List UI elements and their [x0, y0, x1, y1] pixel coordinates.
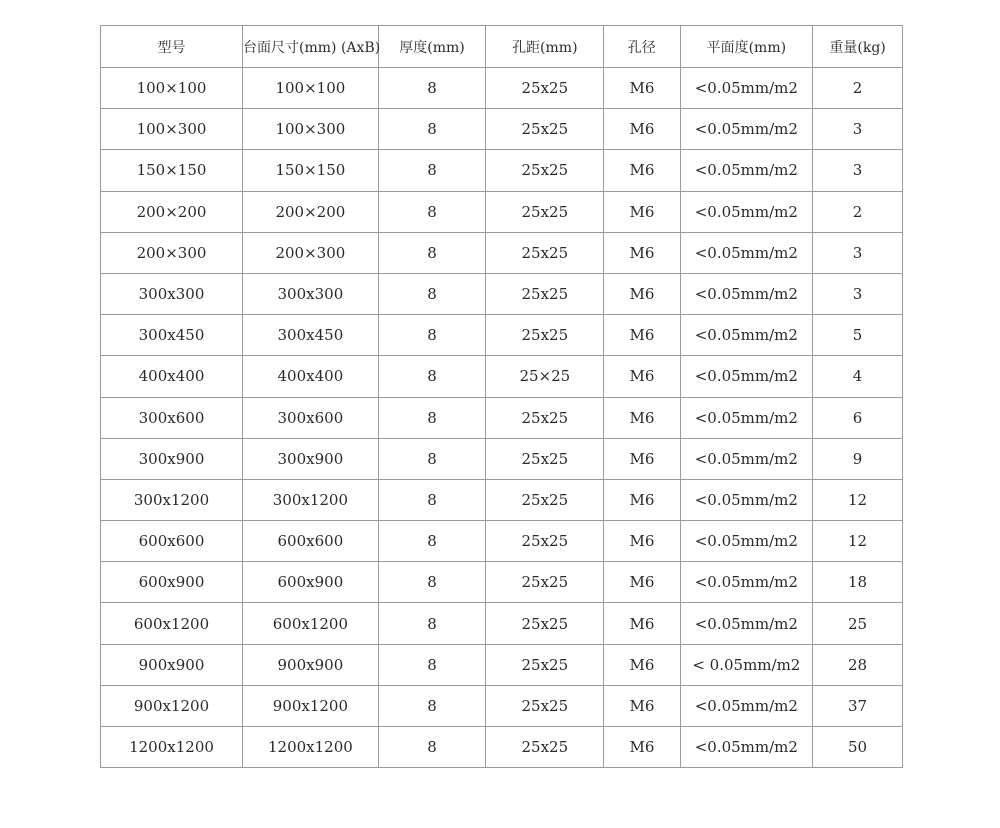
cell-pitch: 25x25: [486, 109, 604, 150]
cell-thickness: 8: [378, 603, 486, 644]
cell-weight: 2: [813, 68, 903, 109]
cell-thickness: 8: [378, 521, 486, 562]
cell-size: 600x600: [243, 521, 379, 562]
cell-thickness: 8: [378, 356, 486, 397]
table-row: [101, 685, 903, 726]
cell-model: 300x1200: [101, 479, 243, 520]
cell-pitch: 25x25: [486, 191, 604, 232]
cell-size: 300x900: [243, 438, 379, 479]
header-thickness: 厚度(mm): [378, 26, 486, 68]
cell-model: 300x300: [101, 273, 243, 314]
cell-thickness: 8: [378, 109, 486, 150]
cell-weight: 12: [813, 479, 903, 520]
cell-pitch: 25x25: [486, 521, 604, 562]
cell-flatness: <0.05mm/m2: [680, 727, 813, 768]
cell-size: 100×300: [243, 109, 379, 150]
cell-pitch: 25x25: [486, 479, 604, 520]
cell-thickness: 8: [378, 479, 486, 520]
table-row: [101, 521, 903, 562]
table-row: [101, 68, 903, 109]
cell-hole: M6: [604, 603, 680, 644]
cell-size: 600x900: [243, 562, 379, 603]
cell-size: 100×100: [243, 68, 379, 109]
header-weight: 重量(kg): [813, 26, 903, 68]
cell-flatness: <0.05mm/m2: [680, 68, 813, 109]
cell-flatness: <0.05mm/m2: [680, 438, 813, 479]
cell-model: 600x1200: [101, 603, 243, 644]
table-row: [101, 150, 903, 191]
cell-thickness: 8: [378, 727, 486, 768]
spec-table: [100, 25, 903, 768]
table-row: [101, 562, 903, 603]
cell-hole: M6: [604, 685, 680, 726]
table-row: [101, 644, 903, 685]
cell-model: 400x400: [101, 356, 243, 397]
cell-pitch: 25x25: [486, 644, 604, 685]
cell-thickness: 8: [378, 150, 486, 191]
cell-hole: M6: [604, 273, 680, 314]
cell-flatness: <0.05mm/m2: [680, 356, 813, 397]
cell-weight: 12: [813, 521, 903, 562]
cell-pitch: 25x25: [486, 438, 604, 479]
cell-weight: 3: [813, 150, 903, 191]
cell-size: 300x450: [243, 315, 379, 356]
cell-thickness: 8: [378, 232, 486, 273]
cell-flatness: <0.05mm/m2: [680, 479, 813, 520]
cell-hole: M6: [604, 438, 680, 479]
cell-hole: M6: [604, 562, 680, 603]
cell-pitch: 25x25: [486, 273, 604, 314]
cell-thickness: 8: [378, 685, 486, 726]
cell-model: 1200x1200: [101, 727, 243, 768]
cell-weight: 50: [813, 727, 903, 768]
cell-model: 300x900: [101, 438, 243, 479]
cell-pitch: 25x25: [486, 397, 604, 438]
cell-weight: 2: [813, 191, 903, 232]
cell-model: 300x600: [101, 397, 243, 438]
cell-size: 900x900: [243, 644, 379, 685]
cell-flatness: <0.05mm/m2: [680, 397, 813, 438]
cell-hole: M6: [604, 315, 680, 356]
cell-hole: M6: [604, 644, 680, 685]
cell-model: 900x900: [101, 644, 243, 685]
cell-model: 300x450: [101, 315, 243, 356]
cell-size: 300x600: [243, 397, 379, 438]
cell-model: 150×150: [101, 150, 243, 191]
cell-size: 200×200: [243, 191, 379, 232]
header-pitch: 孔距(mm): [486, 26, 604, 68]
cell-model: 200×200: [101, 191, 243, 232]
cell-hole: M6: [604, 727, 680, 768]
cell-weight: 6: [813, 397, 903, 438]
cell-hole: M6: [604, 109, 680, 150]
cell-weight: 4: [813, 356, 903, 397]
cell-weight: 37: [813, 685, 903, 726]
cell-pitch: 25x25: [486, 603, 604, 644]
cell-pitch: 25×25: [486, 356, 604, 397]
cell-flatness: <0.05mm/m2: [680, 521, 813, 562]
cell-thickness: 8: [378, 191, 486, 232]
cell-hole: M6: [604, 150, 680, 191]
cell-thickness: 8: [378, 397, 486, 438]
table-body: [101, 68, 903, 768]
cell-hole: M6: [604, 356, 680, 397]
cell-thickness: 8: [378, 315, 486, 356]
table-row: [101, 315, 903, 356]
cell-size: 1200x1200: [243, 727, 379, 768]
table-row: [101, 438, 903, 479]
cell-flatness: <0.05mm/m2: [680, 191, 813, 232]
table-row: [101, 356, 903, 397]
cell-weight: 3: [813, 109, 903, 150]
cell-pitch: 25x25: [486, 315, 604, 356]
cell-weight: 9: [813, 438, 903, 479]
cell-model: 200×300: [101, 232, 243, 273]
cell-thickness: 8: [378, 68, 486, 109]
table-row: [101, 109, 903, 150]
cell-pitch: 25x25: [486, 685, 604, 726]
cell-flatness: <0.05mm/m2: [680, 150, 813, 191]
cell-weight: 18: [813, 562, 903, 603]
cell-weight: 5: [813, 315, 903, 356]
cell-flatness: <0.05mm/m2: [680, 232, 813, 273]
cell-flatness: <0.05mm/m2: [680, 315, 813, 356]
cell-hole: M6: [604, 232, 680, 273]
cell-flatness: <0.05mm/m2: [680, 109, 813, 150]
cell-weight: 28: [813, 644, 903, 685]
cell-pitch: 25x25: [486, 562, 604, 603]
cell-pitch: 25x25: [486, 68, 604, 109]
cell-hole: M6: [604, 191, 680, 232]
cell-size: 400x400: [243, 356, 379, 397]
cell-flatness: <0.05mm/m2: [680, 603, 813, 644]
cell-model: 600x600: [101, 521, 243, 562]
table-row: [101, 191, 903, 232]
cell-weight: 3: [813, 273, 903, 314]
cell-size: 900x1200: [243, 685, 379, 726]
table-row: [101, 479, 903, 520]
header-model: 型号: [101, 26, 243, 68]
cell-pitch: 25x25: [486, 727, 604, 768]
header-size: 台面尺寸(mm) (AxB): [243, 26, 379, 68]
cell-hole: M6: [604, 68, 680, 109]
cell-flatness: <0.05mm/m2: [680, 685, 813, 726]
cell-weight: 25: [813, 603, 903, 644]
cell-pitch: 25x25: [486, 150, 604, 191]
cell-model: 100×300: [101, 109, 243, 150]
cell-size: 300x1200: [243, 479, 379, 520]
cell-flatness: <0.05mm/m2: [680, 562, 813, 603]
cell-flatness: <0.05mm/m2: [680, 273, 813, 314]
header-hole: 孔径: [604, 26, 680, 68]
cell-hole: M6: [604, 521, 680, 562]
table-row: [101, 603, 903, 644]
table-row: [101, 232, 903, 273]
cell-model: 600x900: [101, 562, 243, 603]
cell-thickness: 8: [378, 438, 486, 479]
cell-size: 200×300: [243, 232, 379, 273]
cell-size: 300x300: [243, 273, 379, 314]
table-row: [101, 273, 903, 314]
cell-thickness: 8: [378, 562, 486, 603]
cell-model: 900x1200: [101, 685, 243, 726]
cell-flatness: < 0.05mm/m2: [680, 644, 813, 685]
cell-size: 150×150: [243, 150, 379, 191]
cell-size: 600x1200: [243, 603, 379, 644]
table-header-row: [101, 26, 903, 68]
cell-weight: 3: [813, 232, 903, 273]
table-row: [101, 397, 903, 438]
cell-hole: M6: [604, 479, 680, 520]
cell-hole: M6: [604, 397, 680, 438]
cell-thickness: 8: [378, 644, 486, 685]
cell-model: 100×100: [101, 68, 243, 109]
header-flatness: 平面度(mm): [680, 26, 813, 68]
table-row: [101, 727, 903, 768]
cell-pitch: 25x25: [486, 232, 604, 273]
cell-thickness: 8: [378, 273, 486, 314]
